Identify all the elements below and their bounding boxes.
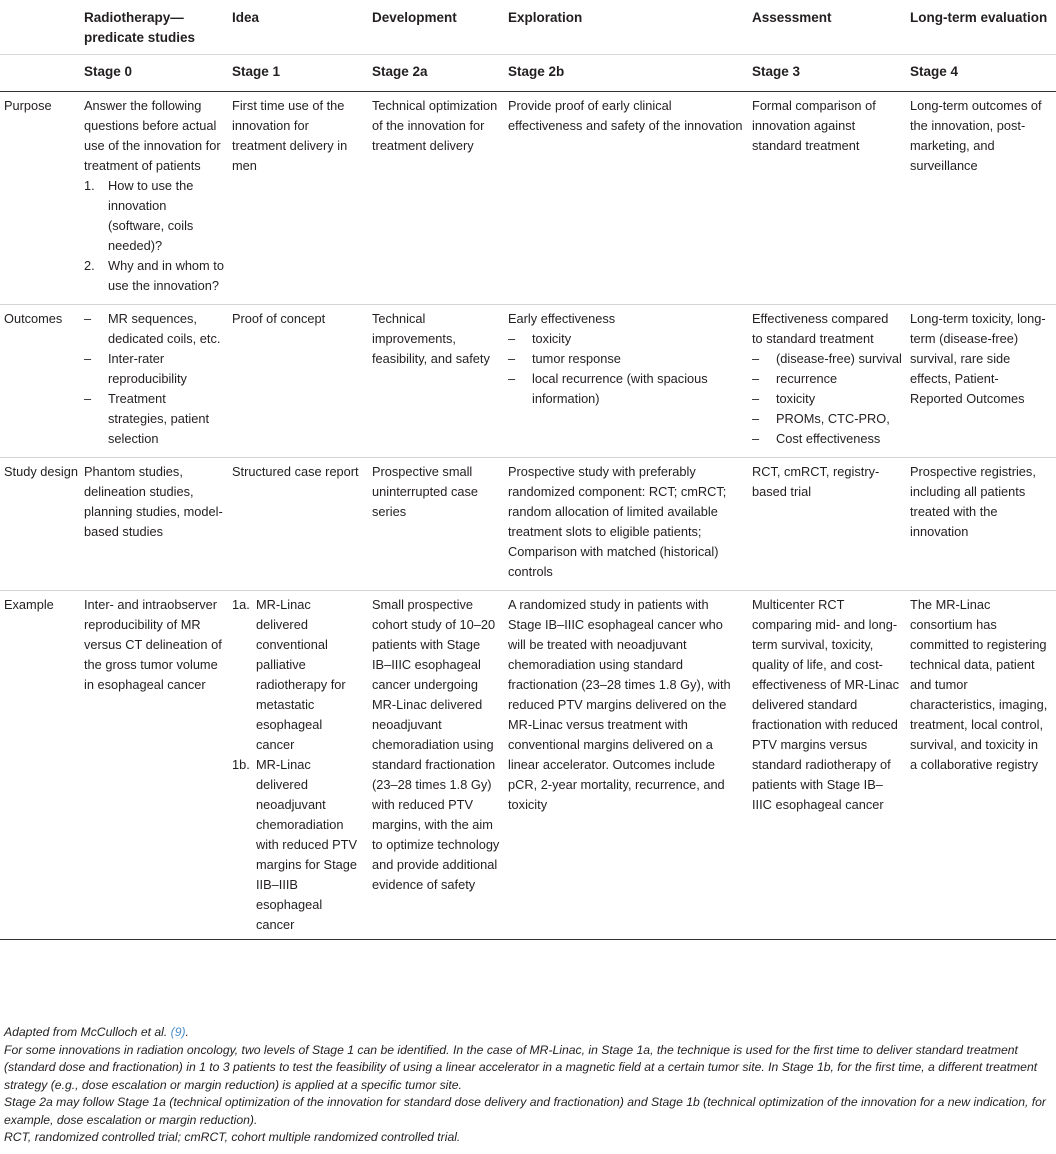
example-stage-0: Inter- and intraobserver reproducibility of MR versus CT delineation of the gross tumor volume in esophageal cancer — [84, 591, 232, 940]
row-label-outcomes: Outcomes — [0, 305, 84, 458]
study-design-stage-3: RCT, cmRCT, registry-based trial — [752, 458, 910, 591]
stage-4-header: Stage 4 — [910, 55, 1056, 92]
example-stage-2b: A randomized study in patients with Stage IB–IIIC esophageal cancer who will be treated with neoadjuvant chemoradiation using standard fractionation (23–28 times 1.8 Gy), with reduced PTV margins delivered on the MR-Linac versus treatment with conventional margins delivered on a linear accelerator. Outcomes include pCR, 2-year mortality, recurrence, and toxicity — [508, 591, 752, 940]
list-marker: – — [752, 371, 760, 386]
list-text: recurrence — [776, 371, 838, 386]
example-stage-4: The MR-Linac consortium has committed to registering technical data, patient and tumor characteristics, imaging, treatment, local control, survival, and toxicity in a collaborative registry — [910, 591, 1056, 940]
list-text: toxicity — [532, 331, 572, 346]
purpose-stage-3: Formal comparison of innovation against standard treatment — [752, 92, 910, 305]
list-marker: 1a. — [232, 597, 250, 612]
list-text: Treatment strategies, patient selection — [108, 391, 210, 446]
example-stage-2a: Small prospective cohort study of 10–20 patients with Stage IB–IIIC esophageal cancer undergoing MR-Linac delivered neoadjuvant chemoradiation using standard fractionation (23–28 times 1.8 Gy) with reduced PTV margins, with the aim to optimize technology and provide additional evidence of safety — [372, 591, 508, 940]
stage-empty — [0, 55, 84, 92]
row-label-purpose: Purpose — [0, 92, 84, 305]
list-item — [508, 329, 744, 349]
list-marker: – — [508, 371, 516, 386]
header-row-stage — [0, 55, 1056, 92]
list-marker: – — [84, 311, 92, 326]
header-radiotherapy: Radiotherapy— predicate studies — [84, 10, 196, 45]
outcomes-stage-2b-intro: Early effectiveness — [508, 311, 616, 326]
example-stage-1-list — [232, 595, 364, 935]
list-item — [752, 389, 902, 409]
header-assessment: Assessment — [752, 10, 832, 25]
footnote-stage-1: For some innovations in radiation oncology, two levels of Stage 1 can be identified. In the case of MR-Linac, in Stage 1a, the technique is used for the first time to deliver standard treatment (standard dose and fractionation) in 1 to 3 patients to test the feasibility of using a linear accelerator in a magnetic field at a certain tumor site. In Stage 1b, for the first time, a different treatment strategy (e.g., dose escalation or margin reduction) is applied at a specific tumor site. — [4, 1042, 1038, 1092]
row-outcomes — [0, 305, 1056, 458]
list-text: Why and in whom to use the innovation? — [108, 258, 224, 293]
row-label-example: Example — [0, 591, 84, 940]
list-marker: 1b. — [232, 757, 250, 772]
list-text: local recurrence (with spacious information) — [532, 371, 708, 406]
study-design-stage-0: Phantom studies, delineation studies, planning studies, model-based studies — [84, 458, 232, 591]
list-marker: – — [752, 351, 760, 366]
header-development: Development — [372, 10, 457, 25]
study-design-stage-2a: Prospective small uninterrupted case series — [372, 458, 508, 591]
outcomes-stage-3 — [752, 305, 910, 458]
list-marker: – — [752, 411, 760, 426]
list-item — [232, 595, 364, 755]
header-long-term: Long-term evaluation — [910, 10, 1048, 25]
outcomes-stage-2b-list — [508, 329, 744, 409]
list-text: MR-Linac delivered conventional palliative radiotherapy for metastatic esophageal cancer — [256, 597, 346, 752]
header-empty — [0, 0, 84, 55]
list-item — [752, 369, 902, 389]
outcomes-stage-3-list — [752, 349, 902, 449]
table-footnotes — [4, 1024, 1052, 1147]
stage-1-header: Stage 1 — [232, 55, 372, 92]
list-item — [508, 349, 744, 369]
purpose-stage-4: Long-term outcomes of the innovation, post-marketing, and surveillance — [910, 92, 1056, 305]
list-item — [84, 389, 224, 449]
footnote-adapted: Adapted from McCulloch et al. (9). — [4, 1025, 189, 1039]
purpose-stage-0 — [84, 92, 232, 305]
list-marker: – — [752, 431, 760, 446]
outcomes-stage-4: Long-term toxicity, long-term (disease-free) survival, rare side effects, Patient-Reported Outcomes — [910, 305, 1056, 458]
stage-3-header: Stage 3 — [752, 55, 910, 92]
list-item — [84, 309, 224, 349]
stage-0-header: Stage 0 — [84, 55, 232, 92]
stage-2a-header: Stage 2a — [372, 55, 508, 92]
purpose-stage-2a: Technical optimization of the innovation for treatment delivery — [372, 92, 508, 305]
header-row-phase — [0, 0, 1056, 55]
list-item — [752, 349, 902, 369]
list-text: (disease-free) survival — [776, 351, 902, 366]
footnote-stage-2a: Stage 2a may follow Stage 1a (technical optimization of the innovation for standard dose delivery and fractionation) and Stage 1b (technical optimization of the innovation for a new indication, for example, dose escalation or margin reduction). — [4, 1095, 1046, 1127]
list-item — [84, 176, 224, 256]
outcomes-stage-3-intro: Effectiveness compared to standard treatment — [752, 311, 889, 346]
outcomes-stage-2a: Technical improvements, feasibility, and safety — [372, 305, 508, 458]
purpose-stage-0-intro: Answer the following questions before actual use of the innovation for treatment of patients — [84, 98, 221, 173]
list-text: MR-Linac delivered neoadjuvant chemoradiation with reduced PTV margins for Stage IIB–IIIB esophageal cancer — [256, 757, 358, 932]
row-purpose — [0, 92, 1056, 305]
outcomes-stage-1: Proof of concept — [232, 305, 372, 458]
list-marker: – — [752, 391, 760, 406]
study-design-stage-1: Structured case report — [232, 458, 372, 591]
list-item — [232, 755, 364, 935]
row-example — [0, 591, 1056, 940]
list-text: Inter-rater reproducibility — [108, 351, 187, 386]
list-marker: 1. — [84, 178, 95, 193]
study-design-stage-4: Prospective registries, including all patients treated with the innovation — [910, 458, 1056, 591]
study-design-stage-2b: Prospective study with preferably randomized component: RCT; cmRCT; random allocation of limited available treatment slots to eligible patients; Comparison with matched (historical) controls — [508, 458, 752, 591]
purpose-stage-1: First time use of the innovation for treatment delivery in men — [232, 92, 372, 305]
list-marker: 2. — [84, 258, 95, 273]
footnote-abbreviations: RCT, randomized controlled trial; cmRCT, cohort multiple randomized controlled trial. — [4, 1130, 461, 1144]
list-item — [752, 409, 902, 429]
stage-2b-header: Stage 2b — [508, 55, 752, 92]
example-stage-1 — [232, 591, 372, 940]
list-text: Cost effectiveness — [776, 431, 881, 446]
header-exploration: Exploration — [508, 10, 583, 25]
purpose-stage-2b: Provide proof of early clinical effectiveness and safety of the innovation — [508, 92, 752, 305]
purpose-question-list — [84, 176, 224, 296]
list-text: PROMs, CTC-PRO, — [776, 411, 890, 426]
list-marker: – — [84, 391, 92, 406]
row-study-design — [0, 458, 1056, 591]
list-marker: – — [508, 351, 516, 366]
outcomes-stage-0-list — [84, 309, 224, 449]
example-stage-3: Multicenter RCT comparing mid- and long-term survival, toxicity, quality of life, and cost-effectiveness of MR-Linac delivered standard fractionation with reduced PTV margins versus standard radiotherapy of patients with Stage IB–IIIC esophageal cancer — [752, 591, 910, 940]
list-item — [84, 349, 224, 389]
list-text: tumor response — [532, 351, 621, 366]
list-text: toxicity — [776, 391, 816, 406]
list-item — [508, 369, 744, 409]
list-item — [84, 256, 224, 296]
citation-link[interactable]: (9) — [170, 1025, 186, 1039]
row-label-study-design: Study design — [0, 458, 84, 591]
list-marker: – — [84, 351, 92, 366]
list-text: MR sequences, dedicated coils, etc. — [108, 311, 221, 346]
list-text: How to use the innovation (software, coils needed)? — [108, 178, 194, 253]
outcomes-stage-2b — [508, 305, 752, 458]
outcomes-stage-0 — [84, 305, 232, 458]
list-marker: – — [508, 331, 516, 346]
header-idea: Idea — [232, 10, 260, 25]
list-item — [752, 429, 902, 449]
